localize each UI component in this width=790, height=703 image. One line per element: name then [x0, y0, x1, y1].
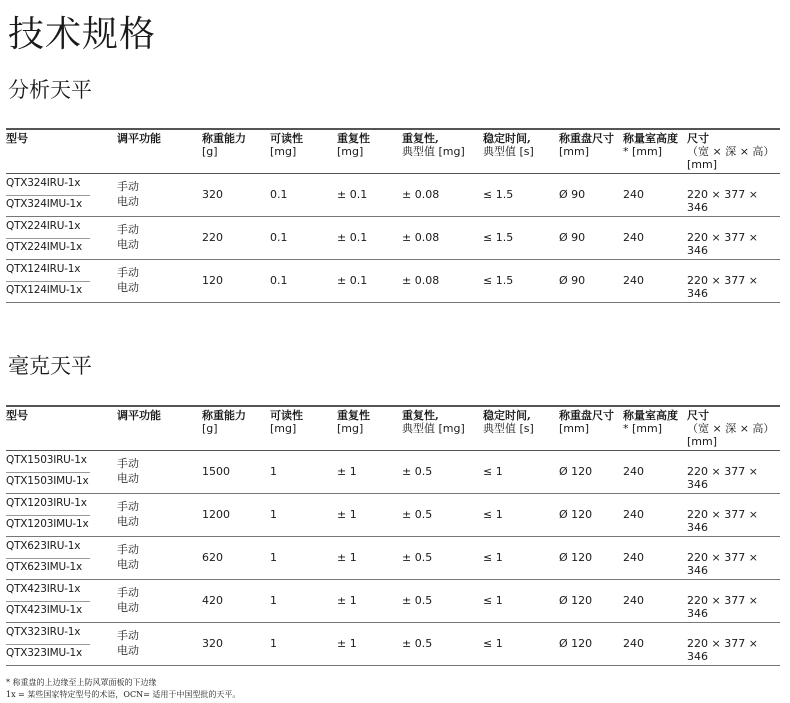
dimensions-value: 220 × 377 × 346	[687, 231, 758, 257]
leveling-motorized: 电动	[117, 195, 139, 208]
dimensions-value: 220 × 377 × 346	[687, 508, 758, 534]
repeatability-value: ± 1	[337, 508, 357, 521]
settling-time-value: ≤ 1.5	[483, 188, 514, 201]
table-row	[6, 494, 780, 537]
leveling-motorized: 电动	[117, 515, 139, 528]
pan-size-value: Ø 90	[559, 274, 586, 287]
readability-value: 0.1	[270, 274, 288, 287]
table-row	[6, 174, 780, 217]
model-number: QTX423IMU-1x	[6, 604, 83, 616]
chamber-height-value: 240	[623, 188, 644, 201]
capacity-value: 420	[202, 594, 223, 607]
footnote: * 称重盘的上边缘至上防风罩面板的下边缘	[6, 678, 157, 687]
row-divider	[6, 558, 90, 559]
typical-repeatability-value: ± 0.5	[402, 637, 433, 650]
model-number: QTX1203IMU-1x	[6, 518, 89, 530]
model-number: QTX623IRU-1x	[6, 540, 81, 552]
repeatability-value: ± 0.1	[337, 274, 368, 287]
leveling-manual: 手动	[117, 543, 139, 556]
chamber-height-value: 240	[623, 637, 644, 650]
capacity-value: 1500	[202, 465, 230, 478]
chamber-height-value: 240	[623, 508, 644, 521]
model-number: QTX323IRU-1x	[6, 626, 81, 638]
settling-time-value: ≤ 1	[483, 551, 503, 564]
spec-table	[6, 128, 780, 303]
header-dimensions: 尺寸 （宽 × 深 × 高） [mm]	[687, 409, 775, 448]
dimensions-value: 220 × 377 × 346	[687, 637, 758, 663]
leveling-motorized: 电动	[117, 238, 139, 251]
leveling-manual: 手动	[117, 223, 139, 236]
spec-table	[6, 405, 780, 666]
page-title: 技术规格	[8, 14, 157, 55]
header-typical-repeatability: 重复性, 典型值 [mg]	[402, 132, 465, 158]
header-model: 型号	[6, 132, 28, 145]
row-divider	[6, 281, 90, 282]
header-leveling: 调平功能	[117, 132, 161, 145]
leveling-motorized: 电动	[117, 644, 139, 657]
header-readability: 可读性 [mg]	[270, 409, 303, 435]
readability-value: 1	[270, 508, 277, 521]
header-model: 型号	[6, 409, 28, 422]
model-number: QTX1203IRU-1x	[6, 497, 87, 509]
leveling-manual: 手动	[117, 500, 139, 513]
row-divider	[6, 238, 90, 239]
model-number: QTX423IRU-1x	[6, 583, 81, 595]
dimensions-value: 220 × 377 × 346	[687, 274, 758, 300]
table-header	[6, 405, 780, 451]
capacity-value: 620	[202, 551, 223, 564]
model-number: QTX623IMU-1x	[6, 561, 83, 573]
settling-time-value: ≤ 1	[483, 637, 503, 650]
settling-time-value: ≤ 1	[483, 594, 503, 607]
pan-size-value: Ø 120	[559, 465, 593, 478]
capacity-value: 120	[202, 274, 223, 287]
table-row	[6, 623, 780, 666]
header-settling-time: 稳定时间, 典型值 [s]	[483, 409, 534, 435]
model-number: QTX1503IRU-1x	[6, 454, 87, 466]
leveling-manual: 手动	[117, 586, 139, 599]
settling-time-value: ≤ 1.5	[483, 274, 514, 287]
leveling-motorized: 电动	[117, 472, 139, 485]
typical-repeatability-value: ± 0.5	[402, 551, 433, 564]
row-divider	[6, 472, 90, 473]
dimensions-value: 220 × 377 × 346	[687, 551, 758, 577]
pan-size-value: Ø 90	[559, 231, 586, 244]
leveling-manual: 手动	[117, 629, 139, 642]
row-divider	[6, 515, 90, 516]
dimensions-value: 220 × 377 × 346	[687, 465, 758, 491]
capacity-value: 320	[202, 188, 223, 201]
typical-repeatability-value: ± 0.08	[402, 274, 440, 287]
chamber-height-value: 240	[623, 274, 644, 287]
readability-value: 1	[270, 465, 277, 478]
header-capacity: 称重能力 [g]	[202, 409, 246, 435]
section-title: 分析天平	[8, 78, 92, 102]
header-chamber-height: 称量室高度 * [mm]	[623, 409, 678, 435]
typical-repeatability-value: ± 0.08	[402, 231, 440, 244]
model-number: QTX324IMU-1x	[6, 198, 83, 210]
leveling-manual: 手动	[117, 180, 139, 193]
header-chamber-height: 称量室高度 * [mm]	[623, 132, 678, 158]
typical-repeatability-value: ± 0.5	[402, 508, 433, 521]
model-number: QTX124IRU-1x	[6, 263, 81, 275]
header-dimensions: 尺寸 （宽 × 深 × 高） [mm]	[687, 132, 775, 171]
typical-repeatability-value: ± 0.5	[402, 465, 433, 478]
table-row	[6, 580, 780, 623]
settling-time-value: ≤ 1	[483, 508, 503, 521]
repeatability-value: ± 1	[337, 465, 357, 478]
footnote: 1x = 某些国家特定型号的术语，OCN= 适用于中国型批的天平。	[6, 690, 241, 699]
table-row	[6, 451, 780, 494]
pan-size-value: Ø 120	[559, 637, 593, 650]
readability-value: 1	[270, 551, 277, 564]
header-leveling: 调平功能	[117, 409, 161, 422]
model-number: QTX1503IMU-1x	[6, 475, 89, 487]
model-number: QTX124IMU-1x	[6, 284, 83, 296]
readability-value: 0.1	[270, 188, 288, 201]
readability-value: 0.1	[270, 231, 288, 244]
leveling-motorized: 电动	[117, 281, 139, 294]
row-divider	[6, 644, 90, 645]
capacity-value: 220	[202, 231, 223, 244]
readability-value: 1	[270, 637, 277, 650]
model-number: QTX224IRU-1x	[6, 220, 81, 232]
table-header	[6, 128, 780, 174]
row-divider	[6, 601, 90, 602]
header-readability: 可读性 [mg]	[270, 132, 303, 158]
pan-size-value: Ø 120	[559, 508, 593, 521]
repeatability-value: ± 1	[337, 594, 357, 607]
section-title: 毫克天平	[8, 354, 92, 378]
pan-size-value: Ø 120	[559, 594, 593, 607]
settling-time-value: ≤ 1.5	[483, 231, 514, 244]
leveling-motorized: 电动	[117, 601, 139, 614]
capacity-value: 1200	[202, 508, 230, 521]
table-row	[6, 217, 780, 260]
chamber-height-value: 240	[623, 465, 644, 478]
settling-time-value: ≤ 1	[483, 465, 503, 478]
table-row	[6, 537, 780, 580]
model-number: QTX324IRU-1x	[6, 177, 81, 189]
pan-size-value: Ø 120	[559, 551, 593, 564]
model-number: QTX323IMU-1x	[6, 647, 83, 659]
leveling-motorized: 电动	[117, 558, 139, 571]
leveling-manual: 手动	[117, 457, 139, 470]
dimensions-value: 220 × 377 × 346	[687, 188, 758, 214]
typical-repeatability-value: ± 0.08	[402, 188, 440, 201]
repeatability-value: ± 0.1	[337, 231, 368, 244]
header-repeatability: 重复性 [mg]	[337, 409, 370, 435]
leveling-manual: 手动	[117, 266, 139, 279]
chamber-height-value: 240	[623, 594, 644, 607]
repeatability-value: ± 1	[337, 637, 357, 650]
table-row	[6, 260, 780, 303]
header-settling-time: 稳定时间, 典型值 [s]	[483, 132, 534, 158]
chamber-height-value: 240	[623, 231, 644, 244]
pan-size-value: Ø 90	[559, 188, 586, 201]
dimensions-value: 220 × 377 × 346	[687, 594, 758, 620]
repeatability-value: ± 0.1	[337, 188, 368, 201]
header-repeatability: 重复性 [mg]	[337, 132, 370, 158]
header-pan-size: 称重盘尺寸 [mm]	[559, 409, 614, 435]
capacity-value: 320	[202, 637, 223, 650]
typical-repeatability-value: ± 0.5	[402, 594, 433, 607]
header-pan-size: 称重盘尺寸 [mm]	[559, 132, 614, 158]
readability-value: 1	[270, 594, 277, 607]
header-typical-repeatability: 重复性, 典型值 [mg]	[402, 409, 465, 435]
chamber-height-value: 240	[623, 551, 644, 564]
model-number: QTX224IMU-1x	[6, 241, 83, 253]
row-divider	[6, 195, 90, 196]
repeatability-value: ± 1	[337, 551, 357, 564]
header-capacity: 称重能力 [g]	[202, 132, 246, 158]
